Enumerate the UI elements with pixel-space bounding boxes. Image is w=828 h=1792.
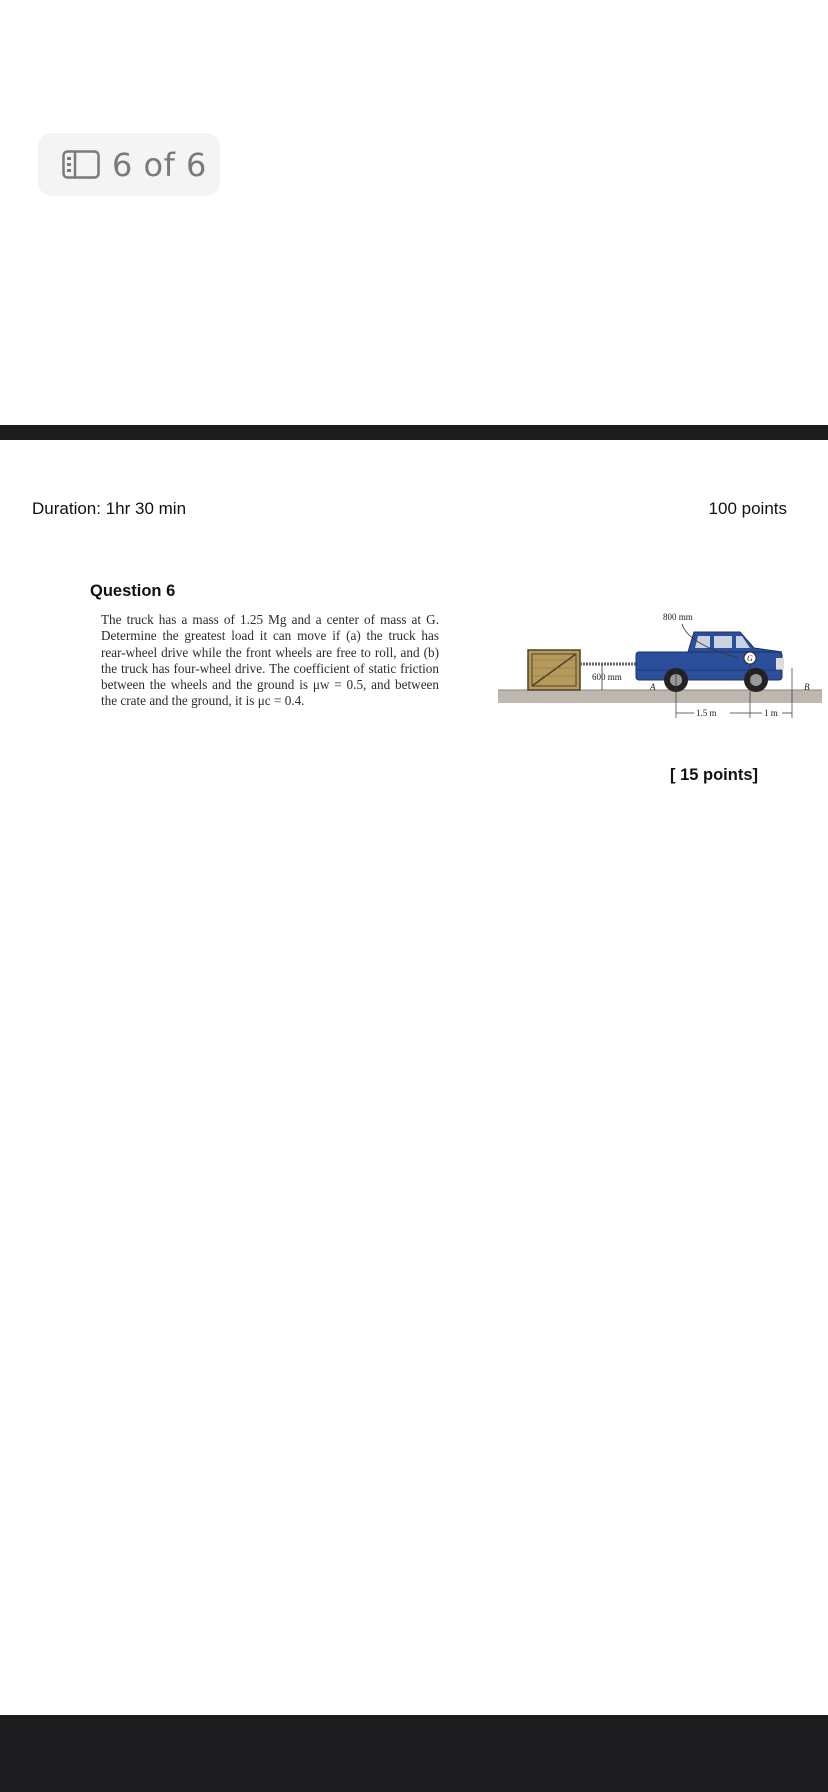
label-G: G <box>747 654 753 663</box>
reader-pages-icon <box>62 150 100 179</box>
ground-strip <box>498 690 822 703</box>
question-points: [ 15 points] <box>670 766 759 784</box>
exam-duration: Duration: 1hr 30 min <box>32 499 187 518</box>
dim-G-to-front: 1 m <box>764 708 778 718</box>
question-title: Question 6 <box>90 582 176 600</box>
truck-crate-figure <box>498 608 822 720</box>
bottom-toolbar <box>0 1715 828 1792</box>
page-indicator[interactable] <box>38 133 220 196</box>
dim-cable-height: 600 mm <box>592 672 622 682</box>
exam-total-points: 100 points <box>708 499 787 518</box>
problem-statement: The truck has a mass of 1.25 Mg and a center of mass at G. Determine the greatest load it can move if (a) the truck has rear-wheel drive while the front wheels are free to roll, and (b) the truck has four-wheel drive. The coefficient of static friction between the wheels and the ground is μw = 0.5, and between the crate and the ground, it is μc = 0.4. <box>101 612 439 709</box>
label-B: B <box>804 682 810 692</box>
page-separator <box>0 425 828 440</box>
pickup-truck <box>636 632 784 692</box>
page-count-label: 6 of 6 <box>112 145 207 184</box>
crate <box>528 650 580 690</box>
dim-G-height: 800 mm <box>663 612 693 622</box>
label-A: A <box>650 682 656 692</box>
dim-rear-to-G: 1.5 m <box>696 708 717 718</box>
